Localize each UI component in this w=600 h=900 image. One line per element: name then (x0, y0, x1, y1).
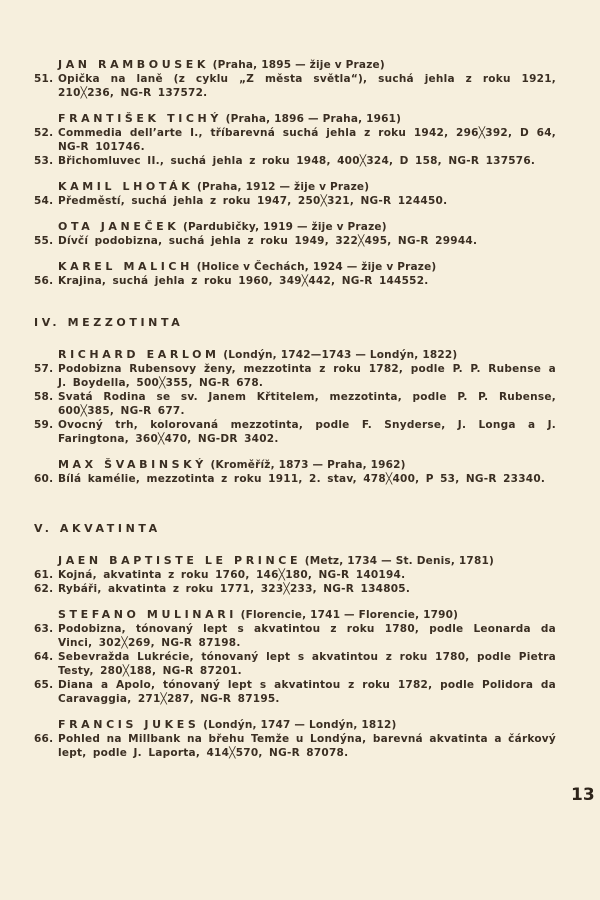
artist-heading: JAEN BAPTISTE LE PRINCE (Metz, 1734 — St. Denis, 1781) (58, 554, 494, 567)
page-number: 13 (571, 785, 595, 805)
catalog-entry: 54. Předměstí, suchá jehla z roku 1947, 250╳321, NG-R 124450. (34, 195, 448, 207)
catalog-entry: 66. Pohled na Millbank na břehu Temže u Londýna, barevná akvatinta a čárkový lept, podle J. Laporta, 414╳570, NG-R 87078. (34, 733, 556, 759)
catalog-entry: 63. Podobizna, tónovaný lept s akvatintou z roku 1780, podle Leonarda da Vinci, 302╳269, NG-R 87198. (34, 623, 556, 649)
catalog-entry: 59. Ovocný trh, kolorovaná mezzotinta, podle F. Snyderse, J. Longa a J. Faringtona, 360╳470, NG-DR 3402. (34, 419, 556, 445)
catalog-entry: 51. Opička na laně (z cyklu „Z města světla“), suchá jehla z roku 1921, 210╳236, NG-R 137572. (34, 73, 556, 99)
artist-heading: KAMIL LHOTÁK (Praha, 1912 — žije v Praze) (58, 180, 370, 193)
catalog-entry: 57. Podobizna Rubensovy ženy, mezzotinta z roku 1782, podle P. P. Rubense a J. Boydella, 500╳355, NG-R 678. (34, 363, 556, 389)
catalog-entry: 55. Dívčí podobizna, suchá jehla z roku 1949, 322╳495, NG-R 29944. (34, 235, 478, 247)
catalog-entry: 65. Diana a Apolo, tónovaný lept s akvatintou z roku 1782, podle Polidora da Caravaggia, 271╳287, NG-R 87195. (34, 679, 556, 705)
artist-heading: KAREL MALICH (Holice v Čechách, 1924 — žije v Praze) (58, 260, 437, 273)
artist-heading: STEFANO MULINARI (Florencie, 1741 — Florencie, 1790) (58, 608, 459, 621)
catalog-entry: 52. Commedia dell’arte I., tříbarevná suchá jehla z roku 1942, 296╳392, D 64, NG-R 101746. (34, 127, 556, 153)
section-heading-mezzotinta: IV. MEZZOTINTA (34, 316, 184, 329)
catalog-entry: 62. Rybáři, akvatinta z roku 1771, 323╳233, NG-R 134805. (34, 583, 411, 595)
catalog-entry: 61. Kojná, akvatinta z roku 1760, 146╳180, NG-R 140194. (34, 569, 406, 581)
catalog-page (34, 58, 556, 760)
artist-heading: JAN RAMBOUSEK (Praha, 1895 — žije v Praze) (58, 58, 385, 71)
section-heading-akvatinta: V. AKVATINTA (34, 522, 161, 535)
catalog-entry: 53. Břichomluvec II., suchá jehla z roku 1948, 400╳324, D 158, NG-R 137576. (34, 155, 536, 167)
artist-heading: FRANTIŠEK TICHÝ (Praha, 1896 — Praha, 1961) (58, 112, 402, 125)
artist-heading: RICHARD EARLOM (Londýn, 1742—1743 — Londýn, 1822) (58, 348, 458, 361)
artist-heading: MAX ŠVABINSKÝ (Kroměříž, 1873 — Praha, 1962) (58, 458, 406, 471)
catalog-entry: 58. Svatá Rodina se sv. Janem Křtitelem, mezzotinta, podle P. P. Rubense, 600╳385, NG-R 677. (34, 391, 556, 417)
artist-heading: FRANCIS JUKES (Londýn, 1747 — Londýn, 1812) (58, 718, 397, 731)
catalog-entry: 56. Krajina, suchá jehla z roku 1960, 349╳442, NG-R 144552. (34, 275, 429, 287)
catalog-entry: 60. Bílá kamélie, mezzotinta z roku 1911, 2. stav, 478╳400, P 53, NG-R 23340. (34, 473, 546, 485)
artist-heading: OTA JANEČEK (Pardubičky, 1919 — žije v Praze) (58, 220, 387, 233)
catalog-entry: 64. Sebevražda Lukrécie, tónovaný lept s akvatintou z roku 1780, podle Pietra Testy, 280╳188, NG-R 87201. (34, 651, 556, 677)
